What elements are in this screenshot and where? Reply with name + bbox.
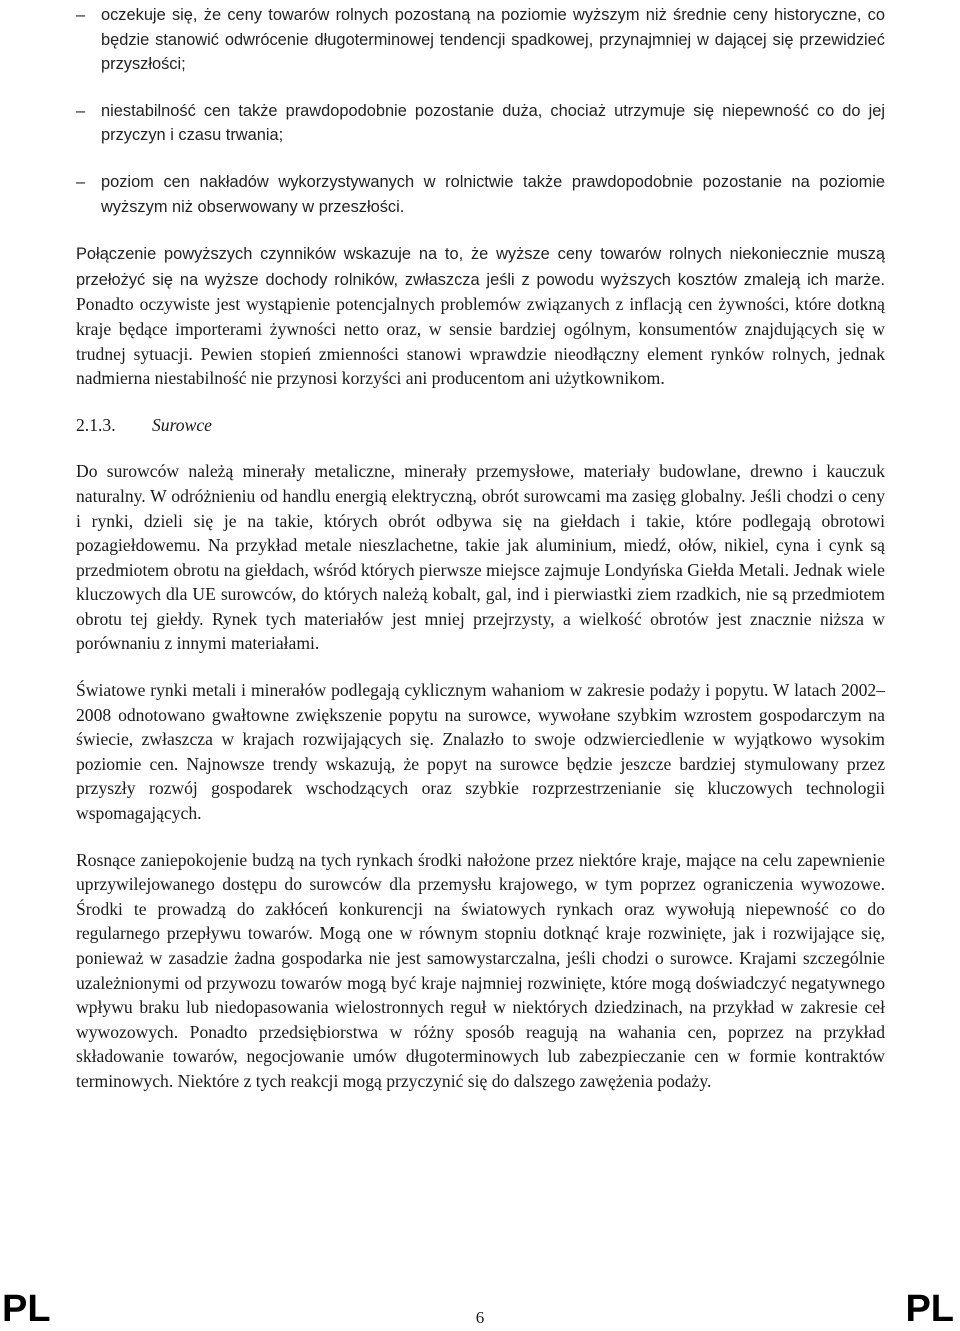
page-number: 6 (475, 1308, 485, 1327)
footer-language-right: PL (905, 1288, 954, 1330)
paragraph-world-markets: Światowe rynki metali i minerałów podlegają cyklicznym wahaniom w zakresie podaży i popytu. W latach 2002–2008 odnotowano gwałtowne zwiększenie popytu na surowce, wywołane szybkim wzrostem gospodarczym na świecie, zwłaszcza w krajach rozwijających się. Znalazło to swoje odzwierciedlenie w wyjątkowo wysokim poziomie cen. Najnowsze trendy wskazują, że popyt na surowce będzie jeszcze bardziej stymulowany przez przyszły rozwój gospodarek wschodzących oraz szybkie rozprzestrzenianie się kluczowych technologii wspomagających. (76, 680, 885, 824)
page-content (76, 0, 885, 1116)
dash-bullet: – (76, 172, 86, 191)
dash-bullet: – (76, 6, 86, 24)
section-title: Surowce (152, 414, 212, 435)
bullet-list (76, 0, 885, 219)
list-item (76, 170, 885, 219)
dash-bullet: – (76, 101, 86, 120)
list-item (76, 3, 885, 77)
list-item (76, 99, 885, 148)
bullet-text: niestabilność cen także prawdopodobnie pozostanie duża, chociaż utrzymuje się niepewność co do jej przyczyn i czasu trwania; (101, 101, 885, 145)
paragraph-raw-materials: Do surowców należą minerały metaliczne, minerały przemysłowe, materiały budowlane, drewno i kauczuk naturalny. W odróżnieniu od handlu energią elektryczną, obrót surowcami ma zasięg globalny. Jeśli chodzi o ceny i rynki, dzieli się je na takie, których obrót odbywa się na giełdach i takie, które podlegają obrotowi pozagiełdowemu. Na przykład metale nieszlachetne, takie jak aluminium, miedź, ołów, nikiel, cyna i cynk są przedmiotem obrotu na giełdach, wśród których pierwsze miejsce zajmuje Londyńska Giełda Metali. Jednak wiele kluczowych dla UE surowców, do których należą kobalt, gal, ind i pierwiastki ziem rzadkich, nie są przedmiotem obrotu tej giełdy. Rynek tych materiałów jest mniej przejrzysty, a wielkość obrotów jest znacznie niższa w porównaniu z innymi materiałami. (76, 461, 885, 654)
bullet-text: oczekuje się, że ceny towarów rolnych pozostaną na poziomie wyższym niż średnie ceny historyczne, co będzie stanowić odwrócenie długoterminowej tendencji spadkowej, przynajmniej w dającej się przewidzieć przyszłości; (101, 6, 885, 74)
paragraph-part-sans: Połączenie powyższych czynników wskazuje na to, że wyższe ceny towarów rolnych niekoniecznie muszą przełożyć się na wyższe dochody rolników, zwłaszcza jeśli z powodu wyższych kosztów zmaleją ich marże. (76, 245, 885, 289)
section-number: 2.1.3. (76, 414, 116, 435)
footer-language-left: PL (2, 1288, 51, 1330)
paragraph-export-restrictions: Rosnące zaniepokojenie budzą na tych rynkach środki nałożone przez niektóre kraje, mające na celu zapewnienie uprzywilejowanego dostępu do surowców dla przemysłu krajowego, w tym poprzez ograniczenia wywozowe. Środki te prowadzą do zakłóceń konkurencji na światowych rynkach oraz wywołują niepewność co do regularnego przepływu towarów. Mogą one w równym stopniu dotknąć kraje rozwinięte, jak i rozwijające się, ponieważ w zasadzie żadna gospodarka nie jest samowystarczalna, jeśli chodzi o surowce. Krajami szczególnie uzależnionymi od przywozu towarów mogą być kraje najmniej rozwinięte, które mogą doświadczyć negatywnego wpływu braku lub niedopasowania wielostronnych reguł w niektórych dziedzinach, na przykład w zakresie ceł wywozowych. Ponadto przedsiębiorstwa w różny sposób reagują na wahania cen, poprzez na przykład składowanie towarów, negocjowanie umów długoterminowych lub zabezpieczanie cen w formie kontraktów terminowych. Niektóre z tych reakcji mogą przyczynić się do dalszego zawężenia podaży. (76, 849, 885, 1091)
paragraph-part-serif: Ponadto oczywiste jest wystąpienie potencjalnych problemów związanych z inflacją cen żywności, które dotkną kraje będące importerami żywności netto oraz, w sensie bardziej ogólnym, konsumentów znajdujących się w trudnej sytuacji. Pewien stopień zmienności stanowi wprawdzie nieodłączny element rynków rolnych, jednak nadmierna niestabilność nie przynosi korzyści ani producentom ani użytkownikom. (76, 294, 885, 389)
section-heading (76, 413, 885, 438)
bullet-text: poziom cen nakładów wykorzystywanych w rolnictwie także prawdopodobnie pozostanie na poziomie wyższym niż obserwowany w przeszłości. (101, 172, 885, 216)
paragraph-combined-factors (76, 241, 885, 391)
